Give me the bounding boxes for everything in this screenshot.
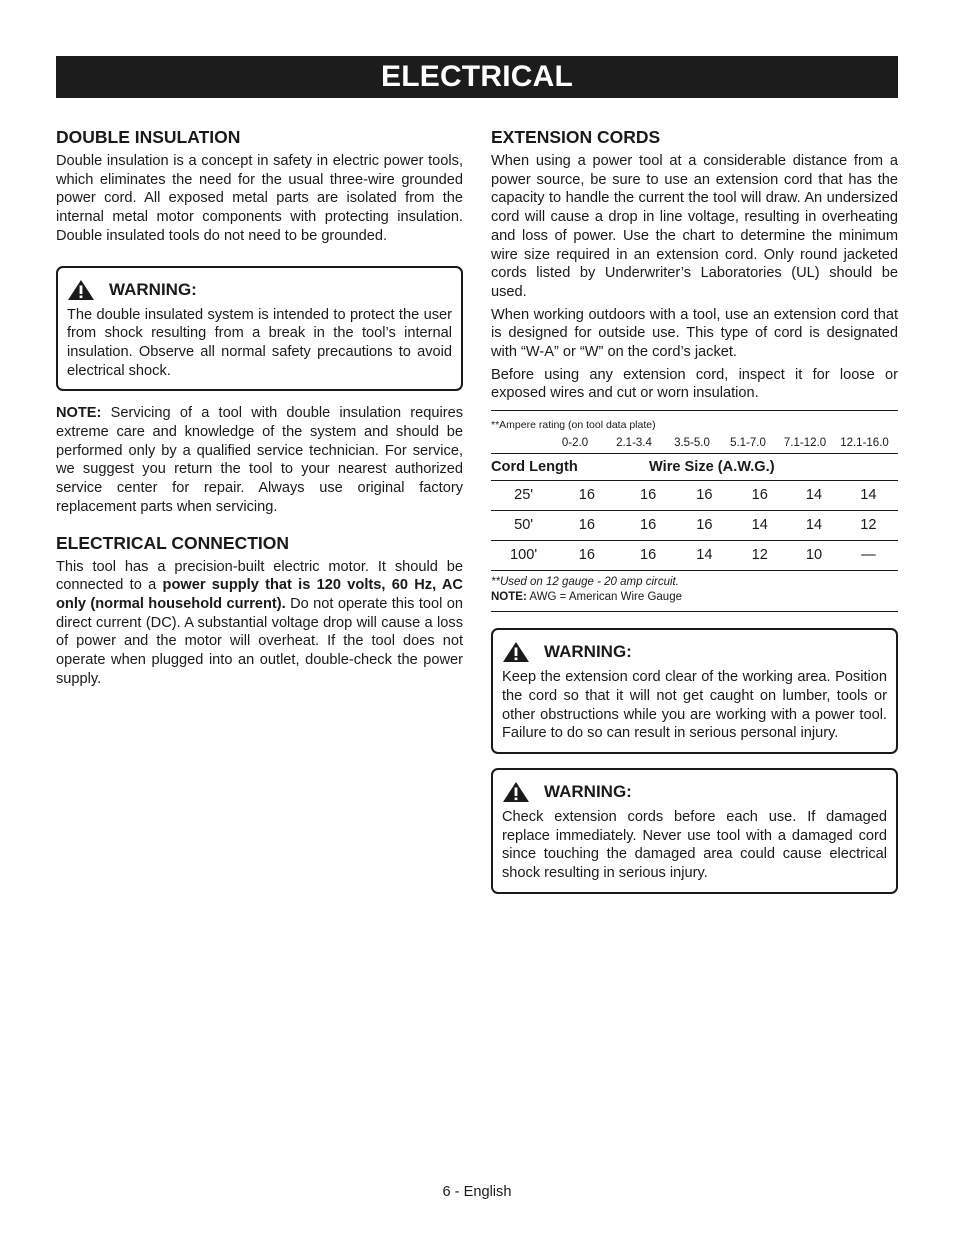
wire-size-cell: — [861,547,876,564]
ampere-range: 12.1-16.0 [840,437,889,450]
wire-size-cell: 12 [751,547,768,564]
wire-size-cell: 16 [578,487,595,504]
extension-cords-heading: EXTENSION CORDS [491,127,661,147]
header-wire-size: Wire Size (A.W.G.) [649,459,775,476]
connection-text-start: This tool has a precision-built electric motor. It should be connected to a [56,558,463,594]
warning-title: WARNING: [109,279,197,299]
warning-body: Keep the extension cord clear of the working area. Position the cord so that it will not get caught on lumber, tools or other obstructions while you are working with a power tool. Failure to do so can result in serious personal injury. [502,669,887,742]
warning-body: The double insulated system is intended to protect the user from shock resulting from a break in the tool’s internal insulation. Observe all normal safety precautions to avoid electrical shock. [67,306,452,379]
connection-text-end: Do not operate this tool on direct current (DC). A substantial voltage drop will cause a loss of power and the motor will overheat. If the tool does not operate when plugged into an outlet, double-check the power supply. [56,595,463,687]
warning-title: WARNING: [544,781,632,801]
ampere-range-row [491,436,898,453]
warning-triangle-icon [67,279,95,301]
extension-cords-p2: When working outdoors with a tool, use an extension cord that is designed for outside use. This type of cord is designated with “W-A” or “W” on the cord’s jacket. [491,306,898,361]
wire-size-cell: 14 [805,487,823,504]
extension-cords-p3: Before using any extension cord, inspect it for loose or exposed wires and cut or worn insulation. [491,366,898,402]
wire-size-cell: 14 [751,517,768,534]
electrical-connection-section [56,532,463,689]
ampere-range: 3.5-5.0 [674,437,710,450]
ampere-range: 5.1-7.0 [730,437,766,450]
page-number: 6 - English [442,1184,512,1200]
wire-size-cell: 14 [860,487,877,504]
table-row [491,481,898,511]
banner-title: ELECTRICAL [381,60,573,93]
ampere-range: 0-2.0 [561,437,589,450]
wire-size-cell: 14 [805,517,823,534]
double-insulation-body: Double insulation is a concept in safety in electric power tools, which eliminates the need for the usual three-wire grounded power cord. All exposed metal parts are isolated from the internal metal motor components with protecting insulation. Double insulated tools do not need to be grounded. [56,153,463,244]
awg-note-body: AWG = American Wire Gauge [526,591,682,604]
note-body: Servicing of a tool with double insulation requires extreme care and knowledge of the system and should be performed only by a qualified service technician. For service, we suggest you return the tool to your nearest authorized service center for repair. Always use original factory replacement parts when servicing. [56,405,463,515]
wire-size-cell: 16 [578,547,595,564]
page-footer [0,1183,954,1201]
note-label: NOTE: [56,405,102,422]
table-footnote: **Used on 12 gauge - 20 amp circuit. [491,576,679,589]
wire-size-cell: 16 [751,487,768,504]
warning-title: WARNING: [544,642,632,662]
electrical-connection-body [56,558,463,689]
table-row [491,511,898,541]
table-header [491,453,898,481]
wire-size-cell: 16 [639,547,657,564]
ampere-range: 2.1-3.4 [616,437,652,450]
double-insulation-heading: DOUBLE INSULATION [56,127,241,147]
awg-note [491,590,898,605]
wire-size-cell: 16 [696,517,713,534]
header-cord-length: Cord Length [491,459,578,476]
wire-size-table [491,410,898,612]
wire-size-cell: 16 [696,487,713,504]
cord-length-cell: 50' [514,517,534,534]
service-note [56,404,463,516]
wire-size-cell: 16 [639,517,657,534]
warning-header [502,640,887,664]
warning-body: Check extension cords before each use. If damaged replace immediately. Never use tool with a damaged cord since touching the damaged area could cause electrical shock resulting in serious injury. [502,808,887,882]
right-column [491,126,898,894]
page-banner [56,56,898,98]
cord-length-cell: 100' [510,547,538,564]
cord-length-cell: 25' [514,487,534,504]
wire-size-cell: 12 [860,517,877,534]
warning-triangle-icon [502,641,530,663]
wire-size-cell: 10 [805,547,823,564]
ampere-rating-note: **Ampere rating (on tool data plate) [491,419,656,432]
warning-box-cord-check [491,768,898,894]
electrical-connection-heading: ELECTRICAL CONNECTION [56,532,290,553]
connection-text-bold: power supply that is 120 volts, 60 Hz, AC only (normal household current). [56,577,463,612]
warning-triangle-icon [502,781,530,803]
wire-size-cell: 14 [696,547,713,564]
wire-size-cell: 16 [578,517,595,534]
warning-header [502,780,887,804]
table-row [491,541,898,571]
wire-size-cell: 16 [639,487,657,504]
extension-cords-p1: When using a power tool at a considerable distance from a power source, be sure to use an extension cord that has the capacity to handle the current the tool will draw. An undersized cord will cause a drop in line voltage, resulting in overheating and loss of power. Use the chart to determine the minimum wire size required in an extension cord. Only round jacketed cords listed by Underwriter’s Laboratories (UL) should be used. [491,153,898,300]
warning-box-insulation [56,266,463,392]
warning-box-cord-clear [491,628,898,754]
ampere-range: 7.1-12.0 [783,437,827,450]
warning-header [67,278,452,302]
awg-note-label: NOTE: [491,591,527,604]
left-column [56,126,463,688]
